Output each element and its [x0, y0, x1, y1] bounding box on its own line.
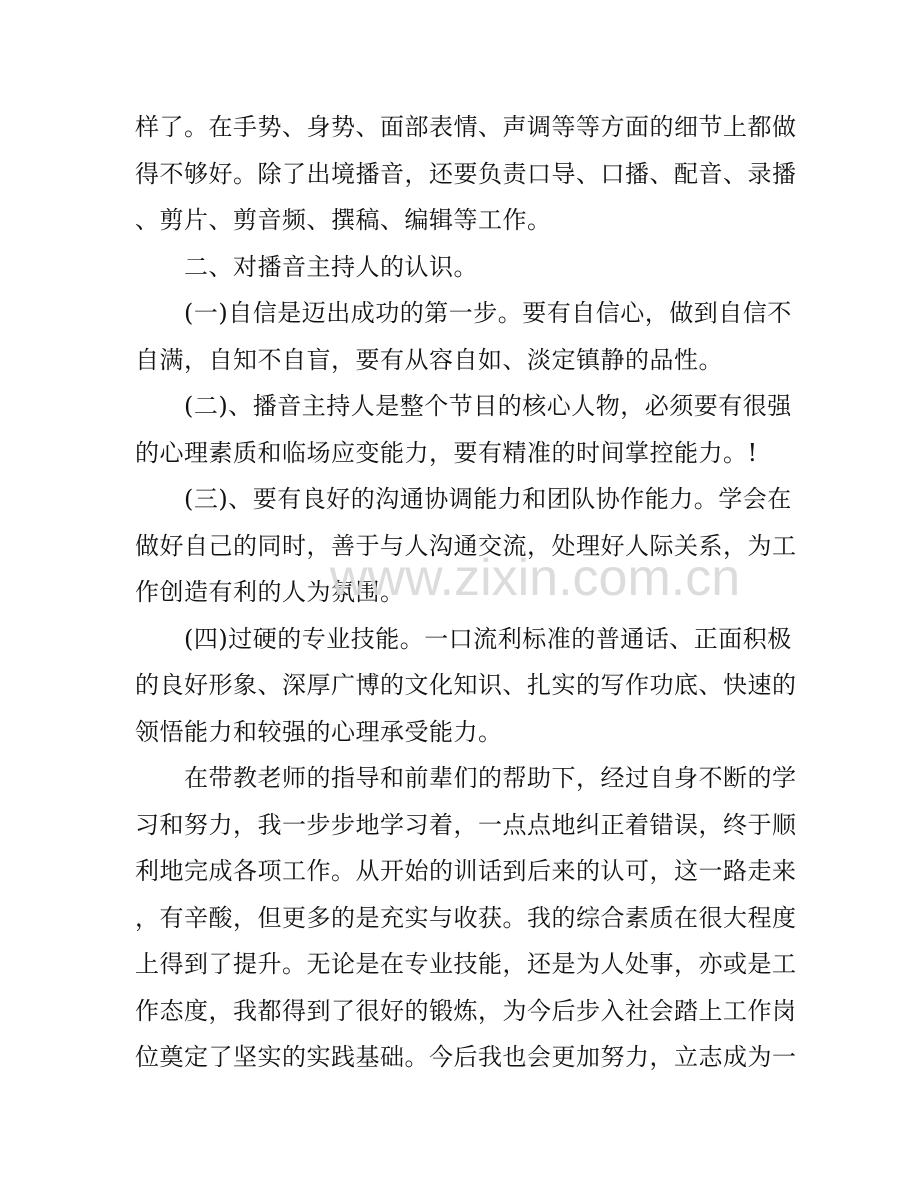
- text-line: 作态度，我都得到了很好的锻炼，为今后步入社会踏上工作岗: [135, 996, 797, 1025]
- text-line: 、剪片、剪音频、撰稿、编辑等工作。: [135, 206, 552, 234]
- text-line: 上得到了提升。无论是在专业技能，还是为人处事，亦或是工: [135, 950, 797, 978]
- text-line: 自满，自知不自盲，要有从容自如、淡定镇静的品性。: [135, 345, 723, 374]
- text-line: 做好自己的同时，善于与人沟通交流，处理好人际关系，为工: [135, 531, 797, 560]
- text-line: 作创造有利的人为氛围。: [135, 578, 405, 606]
- text-line: 样了。在手势、身势、面部表情、声调等等方面的细节上都做: [135, 113, 797, 141]
- text-line: 领悟能力和较强的心理承受能力。: [135, 717, 503, 746]
- text-line: 的心理素质和临场应变能力，要有精准的时间掌控能力。!: [135, 438, 758, 467]
- text-line: 位奠定了坚实的实践基础。今后我也会更加努力，立志成为一: [135, 1043, 797, 1071]
- watermark: www.zixin.com.cn: [329, 549, 741, 607]
- text-line: (二)、播音主持人是整个节目的核心人物，必须要有很强: [184, 392, 792, 420]
- text-line: (四)过硬的专业技能。一口流利标准的普通话、正面积极: [184, 624, 792, 653]
- text-line: 习和努力，我一步步地学习着，一点点地纠正着错误，终于顺: [135, 810, 797, 839]
- text-line: 在带教老师的指导和前辈们的帮助下，经过自身不断的学: [184, 764, 797, 792]
- text-line: (三)、要有良好的沟通协调能力和团队协作能力。学会在: [184, 485, 792, 513]
- text-line: (一)自信是迈出成功的第一步。要有自信心，做到自信不: [184, 299, 792, 327]
- text-line: 利地完成各项工作。从开始的训话到后来的认可，这一路走来: [135, 857, 797, 885]
- text-line: 二、对播音主持人的认识。: [184, 252, 478, 281]
- text-line: 得不够好。除了出境播音，还要负责口导、口播、配音、录播: [135, 159, 797, 188]
- text-line: ，有辛酸，但更多的是充实与收获。我的综合素质在很大程度: [135, 903, 797, 932]
- document-body: [135, 104, 797, 1081]
- text-line: 的良好形象、深厚广博的文化知识、扎实的写作功底、快速的: [135, 671, 797, 699]
